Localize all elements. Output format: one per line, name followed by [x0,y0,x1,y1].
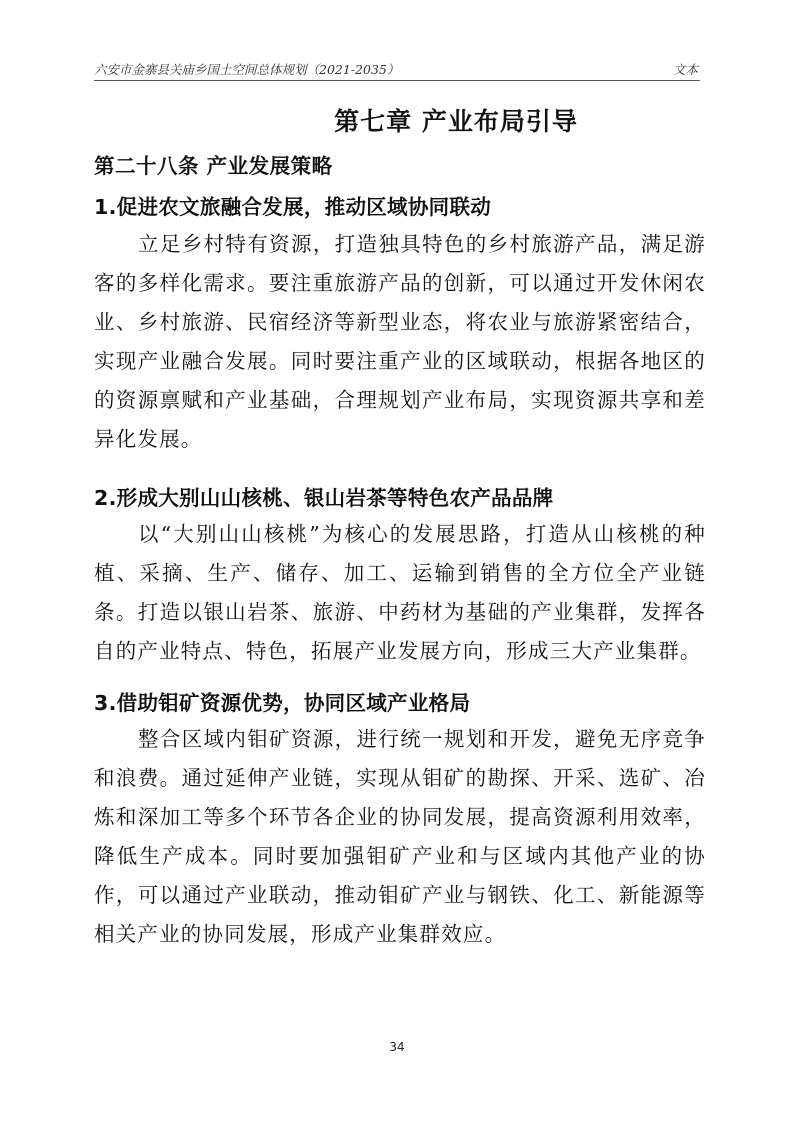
chapter-title: 第七章 产业布局引导 [334,107,578,136]
section-3-body: 整合区域内钼矿资源，进行统一规划和开发，避免无序竞争和浪费。通过延伸产业链，实现从钼矿的勘探、开采、选矿、冶炼和深加工等多个环节各企业的协同发展，提高资源利用效率，降低生产成本。同时要加强钼矿产业和与区域内其他产业的协作，可以通过产业联动，推动钼矿产业与钢铁、化工、新能源等相关产业的协同发展，形成产业集群效应。 [94,727,706,946]
article-title: 第二十八条 产业发展策略 [94,154,333,178]
section-3-heading: 3.借助钼矿资源优势，协同区域产业格局 [94,691,471,715]
section-2-heading: 2.形成大别山山核桃、银山岩茶等特色农产品品牌 [94,486,554,510]
section-1-heading: 1.促进农文旅融合发展，推动区域协同联动 [94,195,492,219]
section-2-body: 以“大别山山核桃”为核心的发展思路，打造从山核桃的种植、采摘、生产、储存、加工、运输到销售的全方位全产业链条。打造以银山岩茶、旅游、中药材为基础的产业集群，发挥各自的产业特点、特色，拓展产业发展方向，形成三大产业集群。 [94,522,706,663]
section-1-body: 立足乡村特有资源，打造独具特色的乡村旅游产品，满足游客的多样化需求。要注重旅游产品的创新，可以通过开发休闲农业、乡村旅游、民宿经济等新型业态，将农业与旅游紧密结合，实现产业融合发展。同时要注重产业的区域联动，根据各地区的的资源禀赋和产业基础，合理规划产业布局，实现资源共享和差异化发展。 [94,232,706,451]
header-doc-type: 文本 [672,62,698,77]
page-number: 34 [389,1040,405,1054]
page-header [94,58,700,81]
header-plan-title: 六安市金寨县关庙乡国土空间总体规划（2021-2035） [94,62,400,77]
